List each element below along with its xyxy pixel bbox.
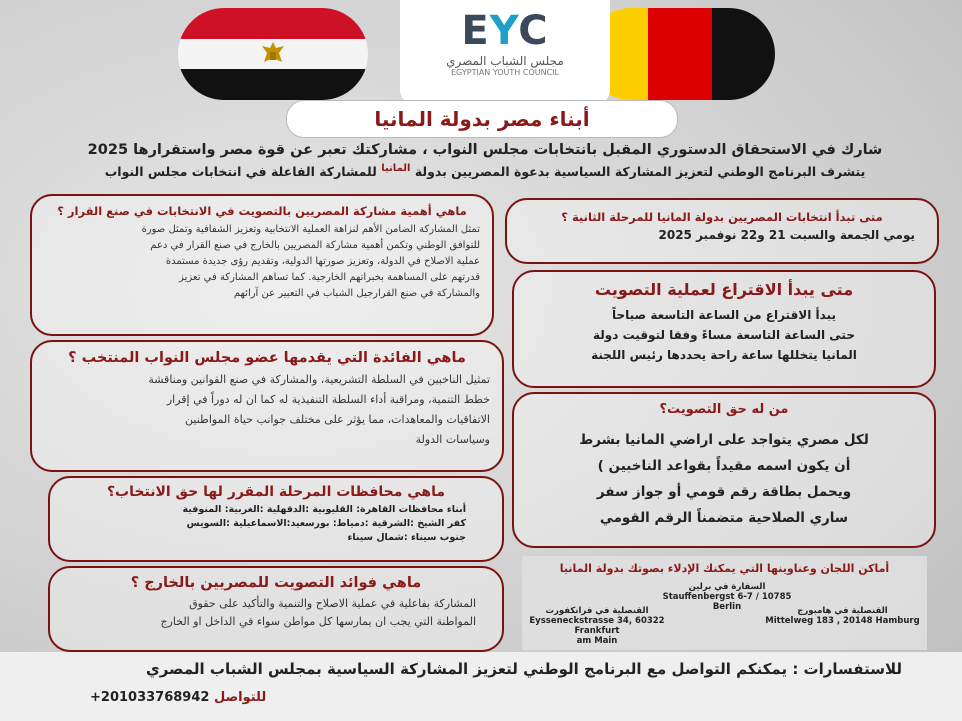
footer bbox=[0, 652, 962, 721]
address-hamburg bbox=[760, 606, 925, 626]
address-hamburg-name: القنصلية في هامبورج bbox=[797, 606, 888, 616]
benefit-box bbox=[30, 340, 504, 472]
address-frankfurt-name: القنصلية في فرانكفورت bbox=[545, 606, 649, 616]
address-berlin-street: Stauffenbergst 6-7 / 10785 bbox=[662, 592, 792, 602]
governorates-box bbox=[48, 476, 504, 562]
hours-line: حتى الساعة التاسعة مساءً وفقا لتوقيت دولة bbox=[593, 328, 855, 342]
footer-inquiry: للاستفسارات : يمكنكم التواصل مع البرنامج الوطني لتعزيز المشاركة السياسية بمجلس الشباب المصري bbox=[145, 660, 902, 678]
when-heading: متى تبدأ انتخابات المصريين بدولة المانيا للمرحلة الثانية ؟ bbox=[561, 210, 883, 224]
address-berlin-name: السفارة في برلين bbox=[688, 582, 766, 592]
intro-line-2 bbox=[55, 163, 915, 179]
abroad-line: المشاركة بفاعلية في عملية الاصلاح والتنمية والتأكيد على حقوق bbox=[189, 597, 476, 610]
address-frankfurt-city: am Main bbox=[576, 636, 618, 646]
benefit-line: خطط التنمية، ومراقبة أداء السلطة التنفيذية له كما ان له دوراً في إقرار bbox=[166, 393, 490, 406]
intro-line-2-b: للمشاركة الفاعلة في انتخابات مجلس النواب bbox=[104, 164, 377, 180]
importance-line: عملية الاصلاح في الدولة، وتعزيز صورتها الدولية، وتقديم رؤى جديدة مستمدة bbox=[165, 256, 480, 267]
hours-box bbox=[512, 270, 936, 388]
addresses-heading: أماكن اللجان وعناوينها التي يمكنك الإدلاء بصوتك بدولة المانيا bbox=[559, 562, 890, 575]
hours-line: المانيا يتخللها ساعة راحة يحددها رئيس اللجنة bbox=[591, 348, 857, 362]
who-line: ساري الصلاحية متضمناً الرقم القومي bbox=[599, 510, 849, 526]
address-hamburg-street: Mittelweg 183 , 20148 Hamburg bbox=[765, 616, 920, 626]
governorates-line: أبناء محافظات القاهرة: القليوبية :الدقهلية :الغربية: المنوفية bbox=[182, 504, 466, 515]
benefit-line: تمثيل الناخبين في السلطة التشريعية، والمشاركة في صنع القوانين ومناقشة bbox=[148, 373, 490, 386]
logo bbox=[400, 0, 610, 104]
hours-body bbox=[514, 305, 934, 365]
importance-heading: ماهي أهمية مشاركة المصريين بالتصويت في الانتخابات في صنع القرار ؟ bbox=[57, 204, 467, 218]
importance-line: تمثل المشاركة الضامن الأهم لنزاهة العملية الانتخابية وتعزيز الشفافية وتمثل صورة bbox=[141, 224, 480, 235]
importance-box bbox=[30, 194, 494, 336]
footer-contact bbox=[90, 690, 266, 705]
address-berlin-city: Berlin bbox=[712, 602, 742, 612]
footer-contact-label: للتواصل bbox=[213, 690, 267, 705]
who-body bbox=[514, 427, 934, 531]
hours-heading: متى يبدأ الاقتراع لعملية التصويت bbox=[594, 280, 854, 299]
who-line: لكل مصري يتواجد على اراضي المانيا بشرط bbox=[579, 432, 869, 448]
governorates-body bbox=[50, 503, 502, 545]
governorates-line: جنوب سيناء :شمال سيناء bbox=[347, 532, 466, 543]
who-line: أن يكون اسمه مقيداً بقواعد الناخبين ) bbox=[597, 458, 851, 474]
governorates-line: كفر الشيخ :الشرقية :دمياط: بورسعيد:الاسماعيلية :السويس bbox=[186, 518, 466, 529]
importance-line: قدرتهم على المساهمة بخبراتهم الخارجية. كما تساهم المشاركة في تعزيز bbox=[179, 272, 480, 283]
who-heading: من له حق التصويت؟ bbox=[659, 402, 789, 417]
germany-flag bbox=[585, 8, 775, 100]
footer-phone: +201033768942 bbox=[90, 690, 210, 705]
benefit-body bbox=[32, 370, 502, 450]
importance-line: للتوافق الوطني وتكمن أهمية مشاركة المصريين بالخارج في صنع القرار في دعم bbox=[150, 240, 480, 251]
abroad-body bbox=[50, 595, 502, 631]
logo-mark: EYC bbox=[461, 8, 549, 54]
governorates-heading: ماهي محافظات المرحلة المقرر لها حق الانتخاب؟ bbox=[106, 484, 446, 500]
abroad-heading: ماهي فوائد التصويت للمصريين بالخارج ؟ bbox=[130, 575, 422, 591]
intro-line-1: شارك في الاستحقاق الدستوري المقبل بانتخابات مجلس النواب ، مشاركتك تعبر عن قوة مصر واستقرارها 2025 bbox=[87, 142, 883, 158]
address-frankfurt bbox=[522, 606, 672, 646]
hours-line: يبدأ الاقتراع من الساعة التاسعة صباحاً bbox=[612, 308, 836, 322]
benefit-line: وسياسات الدولة bbox=[415, 433, 490, 446]
logo-arabic: مجلس الشباب المصري bbox=[446, 54, 564, 68]
intro-country: المانيا bbox=[381, 163, 411, 174]
egypt-flag bbox=[178, 8, 368, 100]
abroad-box bbox=[48, 566, 504, 652]
importance-body bbox=[32, 222, 492, 302]
who-box bbox=[512, 392, 936, 548]
when-body: يومي الجمعة والسبت 21 و22 نوفمبر 2025 bbox=[658, 228, 915, 242]
eagle-icon bbox=[258, 40, 288, 68]
abroad-line: المواطنة التي يجب ان يمارسها كل مواطن سواء في الداخل او الخارج bbox=[160, 615, 476, 628]
who-line: ويحمل بطاقة رقم قومي أو جواز سفر bbox=[596, 484, 852, 500]
importance-line: والمشاركة في صنع القرارجيل الشباب في التعبير عن آرائهم bbox=[233, 288, 480, 299]
intro-line-2-a: يتشرف البرنامج الوطني لتعزيز المشاركة السياسية بدعوة المصريين بدولة bbox=[414, 164, 866, 180]
address-frankfurt-street: Eysseneckstrasse 34, 60322 Frankfurt bbox=[529, 616, 665, 636]
benefit-heading: ماهي الفائدة التي يقدمها عضو مجلس النواب المنتخب ؟ bbox=[68, 350, 466, 366]
benefit-line: الاتفاقيات والمعاهدات، مما يؤثر على مختلف جوانب حياة المواطنين bbox=[185, 413, 490, 426]
addresses-panel bbox=[522, 556, 927, 650]
when-box bbox=[505, 198, 939, 264]
logo-english: EGYPTIAN YOUTH COUNCIL bbox=[451, 68, 559, 77]
page-title: أبناء مصر بدولة المانيا bbox=[286, 100, 678, 138]
